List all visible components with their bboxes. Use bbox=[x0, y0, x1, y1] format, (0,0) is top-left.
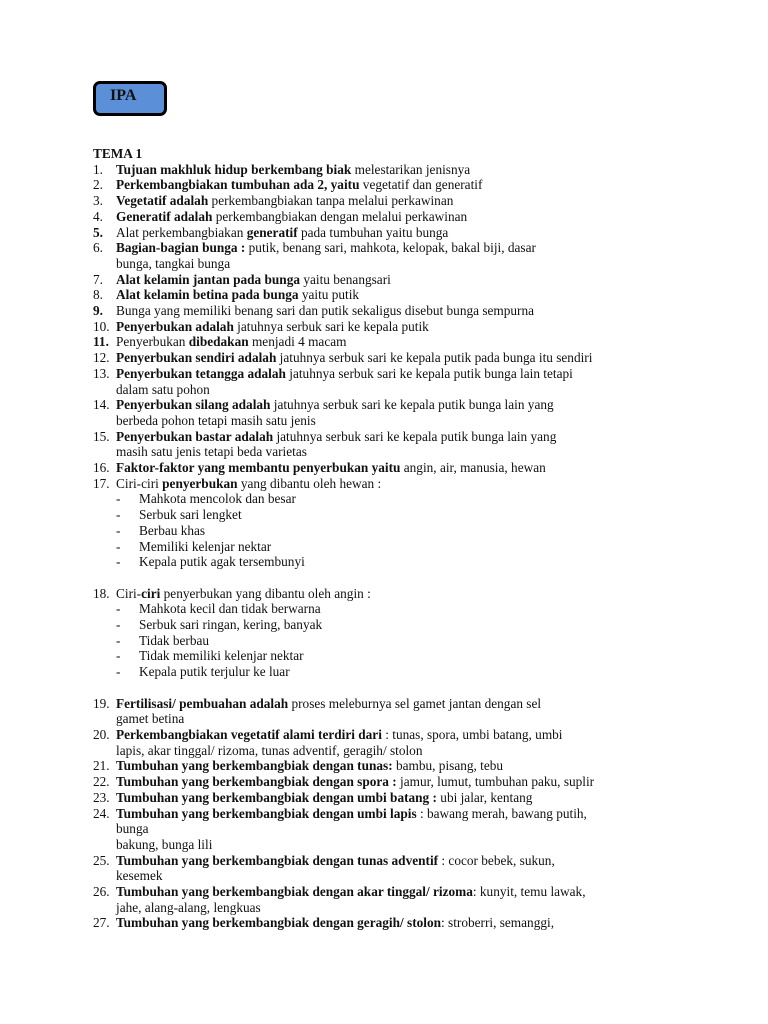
list-item-text: Perkembangbiakan vegetatif alami terdiri dari : tunas, spora, umbi batang, umbi lapis, akar tinggal/ rizoma, tunas adventif, geragih/ stolon bbox=[116, 726, 563, 758]
list-item bbox=[93, 397, 753, 428]
list-item-text: Fertilisasi/ pembuahan adalah proses meleburnya sel gamet jantan dengan sel gamet betina bbox=[116, 695, 542, 727]
list-item bbox=[93, 806, 753, 853]
list-item-number: 24. bbox=[93, 805, 110, 821]
sub-list-item: - Serbuk sari lengket bbox=[116, 507, 242, 523]
list-item bbox=[93, 334, 753, 350]
list-item-number: 3. bbox=[93, 193, 103, 209]
sub-list-item: - Mahkota mencolok dan besar bbox=[116, 491, 296, 507]
list-item-text: Bagian-bagian bunga : putik, benang sari, mahkota, kelopak, bakal biji, dasar bunga, tangkai bunga bbox=[116, 240, 536, 271]
list-item-text: Tumbuhan yang berkembangbiak dengan tunas: bambu, pisang, tebu bbox=[116, 758, 504, 774]
list-item bbox=[93, 209, 753, 225]
list-item bbox=[93, 758, 753, 774]
sub-list-item: - Berbau khas bbox=[116, 522, 206, 538]
list-item-text: Penyerbukan bastar adalah jatuhnya serbuk sari ke kepala putik bunga lain yang masih satu jenis tetapi beda varietas bbox=[116, 428, 557, 460]
list-item bbox=[93, 240, 753, 271]
list-item-number: 12. bbox=[93, 350, 110, 366]
list-item-number: 26. bbox=[93, 884, 110, 900]
list-item-number: 20. bbox=[93, 726, 110, 742]
list-item-number: 27. bbox=[93, 915, 110, 931]
list-item bbox=[93, 774, 753, 790]
list-item-text: Vegetatif adalah perkembangbiakan tanpa melalui perkawinan bbox=[116, 193, 454, 209]
list-item-number: 4. bbox=[93, 208, 103, 224]
subject-badge-label: IPA bbox=[110, 87, 137, 104]
list-item bbox=[93, 193, 753, 209]
list-item-number: 21. bbox=[93, 758, 110, 774]
list-item bbox=[93, 366, 753, 397]
list-item-number: 16. bbox=[93, 460, 110, 476]
list-item-text: Alat kelamin jantan pada bunga yaitu benangsari bbox=[116, 271, 391, 287]
list-item-text: Penyerbukan adalah jatuhnya serbuk sari ke kepala putik bbox=[116, 318, 429, 334]
list-item-text: Ciri-ciri penyerbukan yang dibantu oleh angin : bbox=[116, 585, 371, 601]
list-item bbox=[93, 225, 753, 241]
sub-list-item: - Mahkota kecil dan tidak berwarna bbox=[116, 601, 321, 617]
sub-list-item: - Kepala putik agak tersembunyi bbox=[116, 554, 305, 570]
list-item bbox=[93, 319, 753, 335]
list-item-text: Generatif adalah perkembangbiakan dengan melalui perkawinan bbox=[116, 208, 468, 224]
list-item-text: Alat kelamin betina pada bunga yaitu putik bbox=[116, 287, 360, 303]
list-item-text: Penyerbukan silang adalah jatuhnya serbuk sari ke kepala putik bunga lain yang berbeda pohon tetapi masih satu jenis bbox=[116, 397, 554, 428]
list-item-number: 25. bbox=[93, 852, 110, 868]
list-item-number: 23. bbox=[93, 789, 110, 805]
list-item-number: 17. bbox=[93, 475, 110, 491]
numbered-list bbox=[93, 162, 753, 931]
list-item bbox=[93, 476, 753, 492]
list-item bbox=[93, 790, 753, 806]
list-item bbox=[93, 915, 753, 931]
list-item-text: Penyerbukan dibedakan menjadi 4 macam bbox=[116, 334, 347, 350]
list-item bbox=[93, 586, 753, 602]
list-item bbox=[93, 350, 753, 366]
list-item bbox=[93, 853, 753, 884]
list-item-text: Faktor-faktor yang membantu penyerbukan yaitu angin, air, manusia, hewan bbox=[116, 460, 546, 476]
list-item bbox=[93, 429, 753, 460]
list-item-number: 13. bbox=[93, 365, 110, 381]
list-item-number: 11. bbox=[93, 334, 109, 350]
list-item-number: 19. bbox=[93, 695, 110, 711]
document-body bbox=[93, 146, 753, 931]
list-item-number: 5. bbox=[93, 224, 103, 240]
list-item-number: 7. bbox=[93, 271, 103, 287]
list-item bbox=[93, 287, 753, 303]
list-item-number: 22. bbox=[93, 774, 110, 790]
list-item-text: Bunga yang memiliki benang sari dan putik sekaligus disebut bunga sempurna bbox=[116, 303, 535, 319]
list-item-text: Tumbuhan yang berkembangbiak dengan spora : jamur, lumut, tumbuhan paku, suplir bbox=[116, 774, 595, 790]
subject-badge bbox=[93, 81, 167, 116]
list-item-text: Ciri-ciri penyerbukan yang dibantu oleh hewan : bbox=[116, 475, 382, 491]
list-item bbox=[93, 460, 753, 476]
list-item-number: 6. bbox=[93, 240, 103, 256]
sub-list-item: - Memiliki kelenjar nektar bbox=[116, 538, 272, 554]
sub-list-item: - Tidak memiliki kelenjar nektar bbox=[116, 648, 304, 664]
list-item bbox=[93, 303, 753, 319]
list-item-number: 2. bbox=[93, 177, 103, 193]
list-item-text: Tumbuhan yang berkembangbiak dengan umbi lapis : bawang merah, bawang putih, bunga bakung, bunga lili bbox=[116, 805, 587, 852]
list-item-text: Alat perkembangbiakan generatif pada tumbuhan yaitu bunga bbox=[116, 224, 449, 240]
list-item-number: 10. bbox=[93, 318, 110, 334]
list-item-number: 15. bbox=[93, 428, 110, 444]
list-item bbox=[93, 177, 753, 193]
list-item-text: Perkembangbiakan tumbuhan ada 2, yaitu vegetatif dan generatif bbox=[116, 177, 483, 193]
list-item-number: 14. bbox=[93, 397, 110, 413]
list-item-number: 1. bbox=[93, 161, 103, 177]
list-item-text: Penyerbukan sendiri adalah jatuhnya serbuk sari ke kepala putik pada bunga itu sendiri bbox=[116, 350, 593, 366]
sub-list-item: - Kepala putik terjulur ke luar bbox=[116, 664, 290, 680]
list-item-number: 8. bbox=[93, 287, 103, 303]
sub-list-item: - Serbuk sari ringan, kering, banyak bbox=[116, 617, 323, 633]
list-item bbox=[93, 884, 753, 915]
list-item-number: 9. bbox=[93, 303, 103, 319]
list-item-text: Tumbuhan yang berkembangbiak dengan akar tinggal/ rizoma: kunyit, temu lawak, jahe, alang-alang, lengkuas bbox=[116, 884, 586, 915]
list-item bbox=[93, 272, 753, 288]
section-heading: TEMA 1 bbox=[93, 146, 143, 161]
list-item-number: 18. bbox=[93, 585, 110, 601]
list-item-text: Tumbuhan yang berkembangbiak dengan tunas adventif : cocor bebek, sukun, kesemek bbox=[116, 852, 555, 884]
list-item-text: Tujuan makhluk hidup berkembang biak melestarikan jenisnya bbox=[116, 161, 471, 177]
list-item bbox=[93, 727, 753, 758]
list-item bbox=[93, 162, 753, 178]
list-item-text: Tumbuhan yang berkembangbiak dengan umbi batang : ubi jalar, kentang bbox=[116, 789, 533, 805]
list-item-text: Penyerbukan tetangga adalah jatuhnya serbuk sari ke kepala putik bunga lain tetapi dalam satu pohon bbox=[116, 365, 573, 397]
list-item-text: Tumbuhan yang berkembangbiak dengan geragih/ stolon: stroberri, semanggi, bbox=[116, 915, 555, 931]
sub-list-item: - Tidak berbau bbox=[116, 632, 210, 648]
list-item bbox=[93, 696, 753, 727]
